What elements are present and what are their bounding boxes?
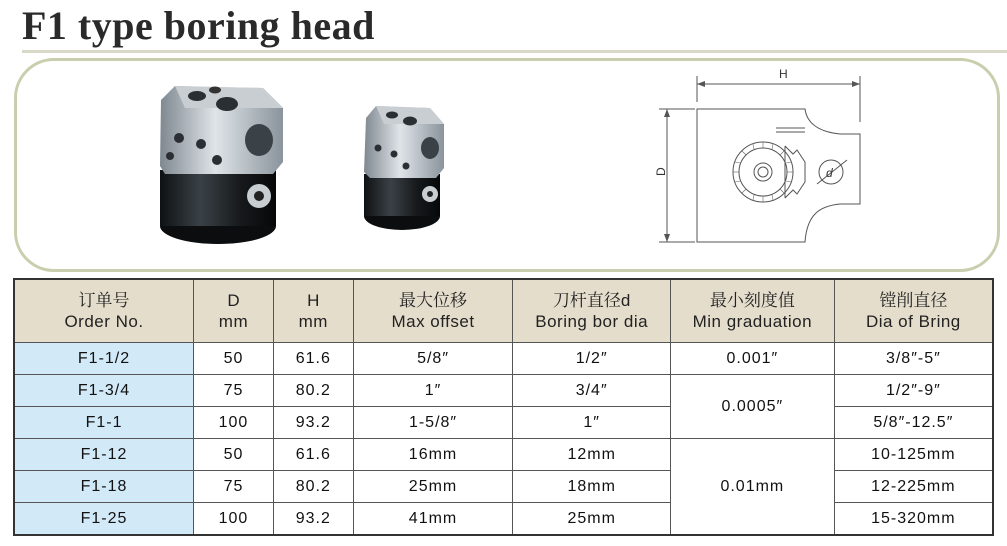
- table-row: [14, 407, 993, 439]
- bar-dia-cell: 12mm: [513, 439, 671, 471]
- table-row: [14, 343, 993, 375]
- d-cell: 100: [194, 407, 274, 439]
- bore-dia-cell: 3/8″-5″: [834, 343, 993, 375]
- page-title: F1 type boring head: [22, 3, 375, 48]
- title-divider: [22, 50, 1007, 53]
- dimension-dia-label: d: [826, 166, 833, 180]
- bar-dia-cell: 1″: [513, 407, 671, 439]
- table-row: [14, 471, 993, 503]
- boring-head-large-image: [155, 78, 290, 250]
- offset-cell: 5/8″: [353, 343, 513, 375]
- table-header-row: [14, 279, 993, 343]
- graduation-cell: 0.01mm: [670, 439, 834, 536]
- order-no-cell: F1-1: [14, 407, 194, 439]
- dimension-h-label: H: [779, 67, 788, 81]
- bar-dia-cell: 18mm: [513, 471, 671, 503]
- order-no-cell: F1-12: [14, 439, 194, 471]
- h-cell: 80.2: [273, 471, 353, 503]
- dimension-drawing: [645, 64, 885, 256]
- spec-table: [13, 278, 994, 536]
- offset-cell: 1″: [353, 375, 513, 407]
- h-cell: 93.2: [273, 407, 353, 439]
- order-no-cell: F1-25: [14, 503, 194, 536]
- header-min-graduation: 最小刻度值 Min graduation: [670, 279, 834, 343]
- offset-cell: 41mm: [353, 503, 513, 536]
- offset-cell: 1-5/8″: [353, 407, 513, 439]
- bore-dia-cell: 10-125mm: [834, 439, 993, 471]
- d-cell: 100: [194, 503, 274, 536]
- order-no-cell: F1-1/2: [14, 343, 194, 375]
- header-boring-dia: 镗削直径 Dia of Bring: [834, 279, 993, 343]
- h-cell: 61.6: [273, 439, 353, 471]
- h-cell: 93.2: [273, 503, 353, 536]
- bore-dia-cell: 12-225mm: [834, 471, 993, 503]
- bar-dia-cell: 3/4″: [513, 375, 671, 407]
- bore-dia-cell: 15-320mm: [834, 503, 993, 536]
- h-cell: 61.6: [273, 343, 353, 375]
- order-no-cell: F1-3/4: [14, 375, 194, 407]
- graduation-cell: 0.001″: [670, 343, 834, 375]
- table-row: [14, 375, 993, 407]
- d-cell: 75: [194, 375, 274, 407]
- header-d: D mm: [194, 279, 274, 343]
- table-row: [14, 503, 993, 536]
- d-cell: 50: [194, 439, 274, 471]
- bore-dia-cell: 1/2″-9″: [834, 375, 993, 407]
- offset-cell: 16mm: [353, 439, 513, 471]
- table-row: [14, 439, 993, 471]
- order-no-cell: F1-18: [14, 471, 194, 503]
- bar-dia-cell: 25mm: [513, 503, 671, 536]
- graduation-cell: 0.0005″: [670, 375, 834, 439]
- bore-dia-cell: 5/8″-12.5″: [834, 407, 993, 439]
- boring-head-small-image: [362, 102, 452, 234]
- header-order-no: 订单号 Order No.: [14, 279, 194, 343]
- header-h: H mm: [273, 279, 353, 343]
- d-cell: 75: [194, 471, 274, 503]
- offset-cell: 25mm: [353, 471, 513, 503]
- header-max-offset: 最大位移 Max offset: [353, 279, 513, 343]
- d-cell: 50: [194, 343, 274, 375]
- header-boring-bar-dia: 刀杆直径d Boring bor dia: [513, 279, 671, 343]
- dimension-d-label: D: [654, 167, 668, 176]
- bar-dia-cell: 1/2″: [513, 343, 671, 375]
- h-cell: 80.2: [273, 375, 353, 407]
